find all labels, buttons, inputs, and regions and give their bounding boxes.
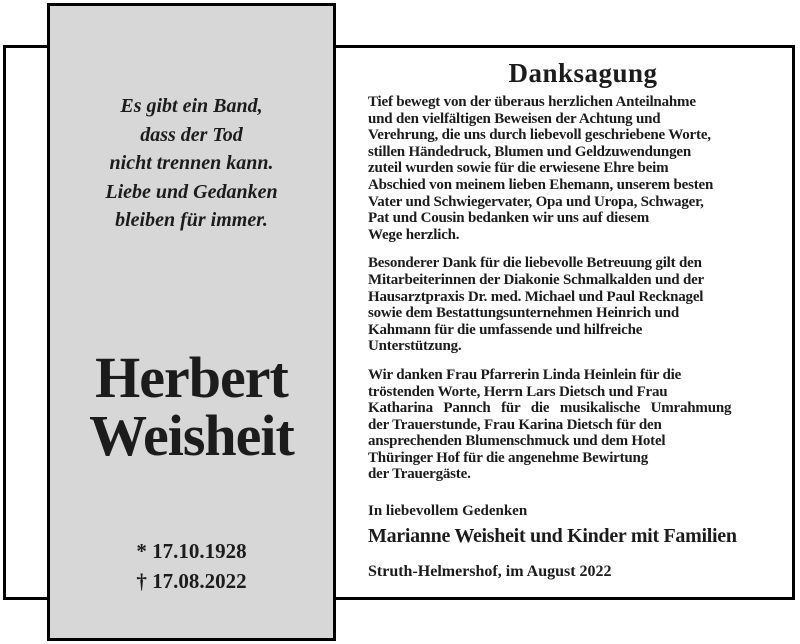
closing-line: In liebevollem Gedenken xyxy=(368,503,528,520)
memorial-card xyxy=(47,3,336,641)
text-line: Weisheit xyxy=(89,403,294,468)
death-date: † 17.08.2022 xyxy=(136,569,247,593)
text-line: Mitarbeiterinnen der Diakonie Schmalkalden und der xyxy=(368,271,704,288)
text-line: Herbert xyxy=(95,345,288,410)
thanksgiving-notice xyxy=(368,59,764,581)
text-line: Vater und Schwiegervater, Opa und Uropa, Schwager, xyxy=(368,193,704,210)
family-signature: Marianne Weisheit und Kinder mit Familien xyxy=(368,525,737,548)
deceased-name xyxy=(50,345,333,468)
text-line: Es gibt ein Band, xyxy=(120,95,263,117)
paragraph-special-thanks xyxy=(368,255,764,355)
text-line: bleiben für immer. xyxy=(115,209,268,231)
text-line: und den vielfältigen Beweisen der Achtung und xyxy=(368,110,661,127)
text-line: Thüringer Hof für die angenehme Bewirtung xyxy=(368,449,649,466)
birth-date: * 17.10.1928 xyxy=(136,539,247,563)
text-line: Wir danken Frau Pfarrerin Linda Heinlein für die xyxy=(368,366,682,383)
text-line: Wege herzlich. xyxy=(368,226,460,243)
text-line: Pat und Cousin bedanken wir uns auf diesem xyxy=(368,210,649,227)
text-line: der Trauergäste. xyxy=(368,466,471,483)
text-line: ansprechenden Blumenschmuck und dem Hotel xyxy=(368,433,666,450)
text-line: Abschied von meinem lieben Ehemann, unserem besten xyxy=(368,176,714,193)
text-line: Besonderer Dank für die liebevolle Betreuung gilt den xyxy=(368,255,702,272)
text-line: tröstenden Worte, Herrn Lars Dietsch und Frau xyxy=(368,383,668,400)
text-line: Katharina Pannch für die musikalische Umrahmung xyxy=(368,400,732,417)
text-line: Unterstützung. xyxy=(368,338,462,355)
life-dates xyxy=(50,536,333,596)
text-line: Verehrung, die uns durch liebevoll geschriebene Worte, xyxy=(368,127,711,144)
text-line: stillen Händedruck, Blumen und Geldzuwendungen xyxy=(368,143,691,160)
paragraph-service-thanks xyxy=(368,367,764,483)
text-line: Tief bewegt von der überaus herzlichen Anteilnahme xyxy=(368,94,696,110)
memorial-poem xyxy=(50,92,333,235)
text-line: nicht trennen kann. xyxy=(109,152,274,174)
text-line: Kahmann für die umfassende und hilfreiche xyxy=(368,321,643,338)
paragraph-acknowledgement xyxy=(368,94,764,243)
text-line: zuteil wurden sowie für die erwiesene Ehre beim xyxy=(368,160,669,177)
place-and-date: Struth-Helmershof, im August 2022 xyxy=(368,563,612,581)
text-line: Hausarztpraxis Dr. med. Michael und Paul Recknagel xyxy=(368,288,704,305)
text-line: Liebe und Gedanken xyxy=(105,180,278,203)
text-line: der Trauerstunde, Frau Karina Dietsch für den xyxy=(368,416,662,433)
notice-title: Danksagung xyxy=(508,58,658,88)
text-line: dass der Tod xyxy=(140,123,243,146)
text-line: sowie dem Bestattungsunternehmen Heinrich und xyxy=(368,305,680,322)
